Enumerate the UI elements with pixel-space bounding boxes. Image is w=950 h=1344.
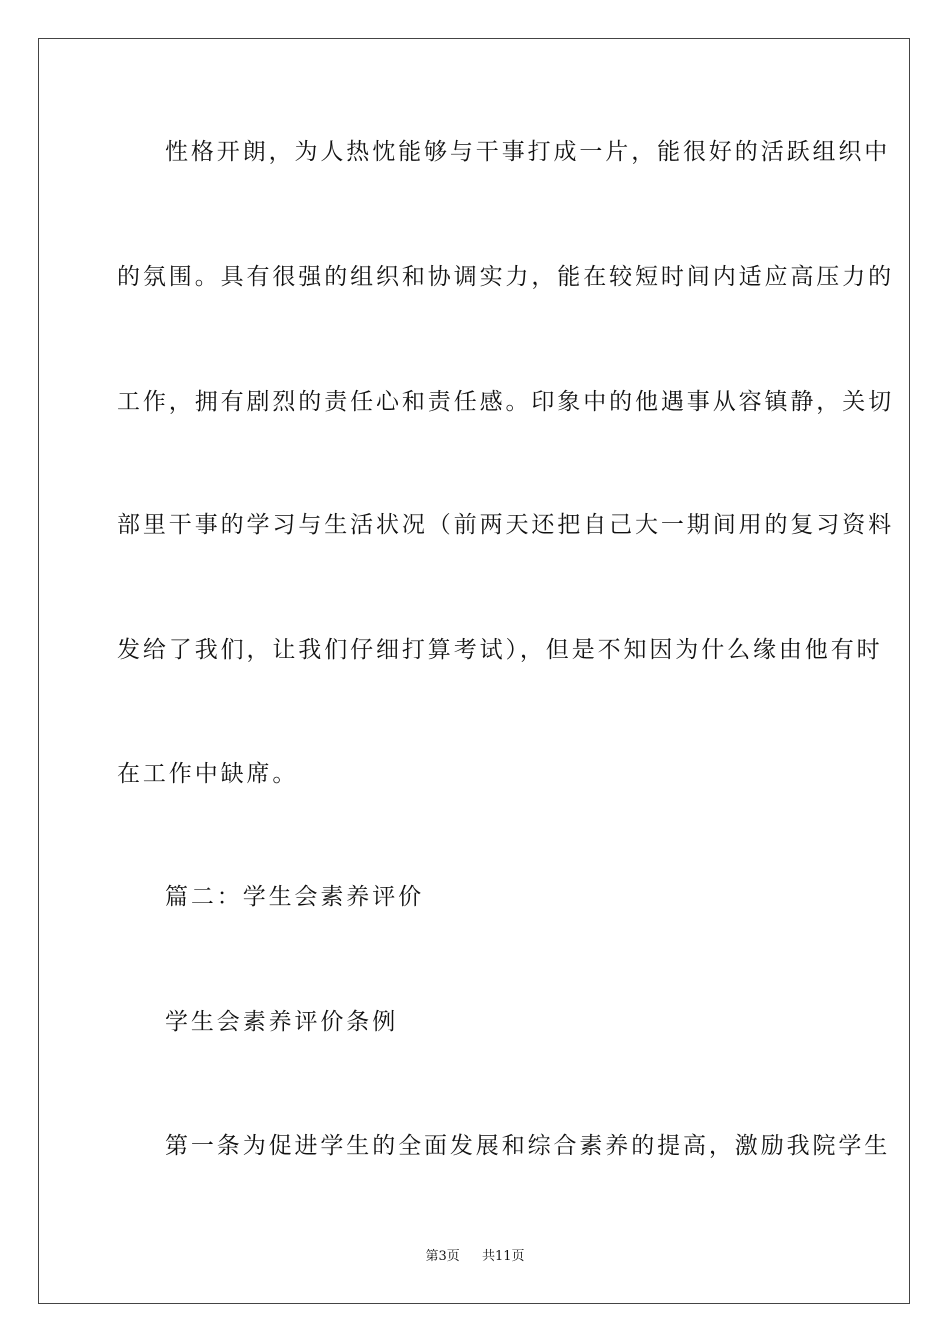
paragraph-line-6: 在工作中缺席。	[117, 761, 299, 787]
page-total: 共11页	[482, 1249, 525, 1264]
paragraph-line-4: 部里干事的学习与生活状况（前两天还把自己大一期间用的复习资料	[117, 512, 894, 538]
paragraph-line-1: 性格开朗，为人热忱能够与干事打成一片，能很好的活跃组织中	[165, 139, 891, 165]
page-border	[38, 38, 910, 1304]
article-first-line: 第一条为促进学生的全面发展和综合素养的提高，激励我院学生	[165, 1133, 891, 1159]
subsection-heading: 学生会素养评价条例	[165, 1009, 399, 1035]
paragraph-line-3: 工作，拥有剧烈的责任心和责任感。印象中的他遇事从容镇静，关切	[117, 389, 894, 415]
paragraph-line-2: 的氛围。具有很强的组织和协调实力，能在较短时间内适应高压力的	[117, 264, 894, 290]
page-footer	[0, 1248, 950, 1266]
section-heading: 篇二：学生会素养评价	[165, 884, 424, 910]
page-number: 第3页	[425, 1249, 460, 1264]
paragraph-line-5: 发给了我们，让我们仔细打算考试），但是不知因为什么缘由他有时	[117, 637, 883, 663]
